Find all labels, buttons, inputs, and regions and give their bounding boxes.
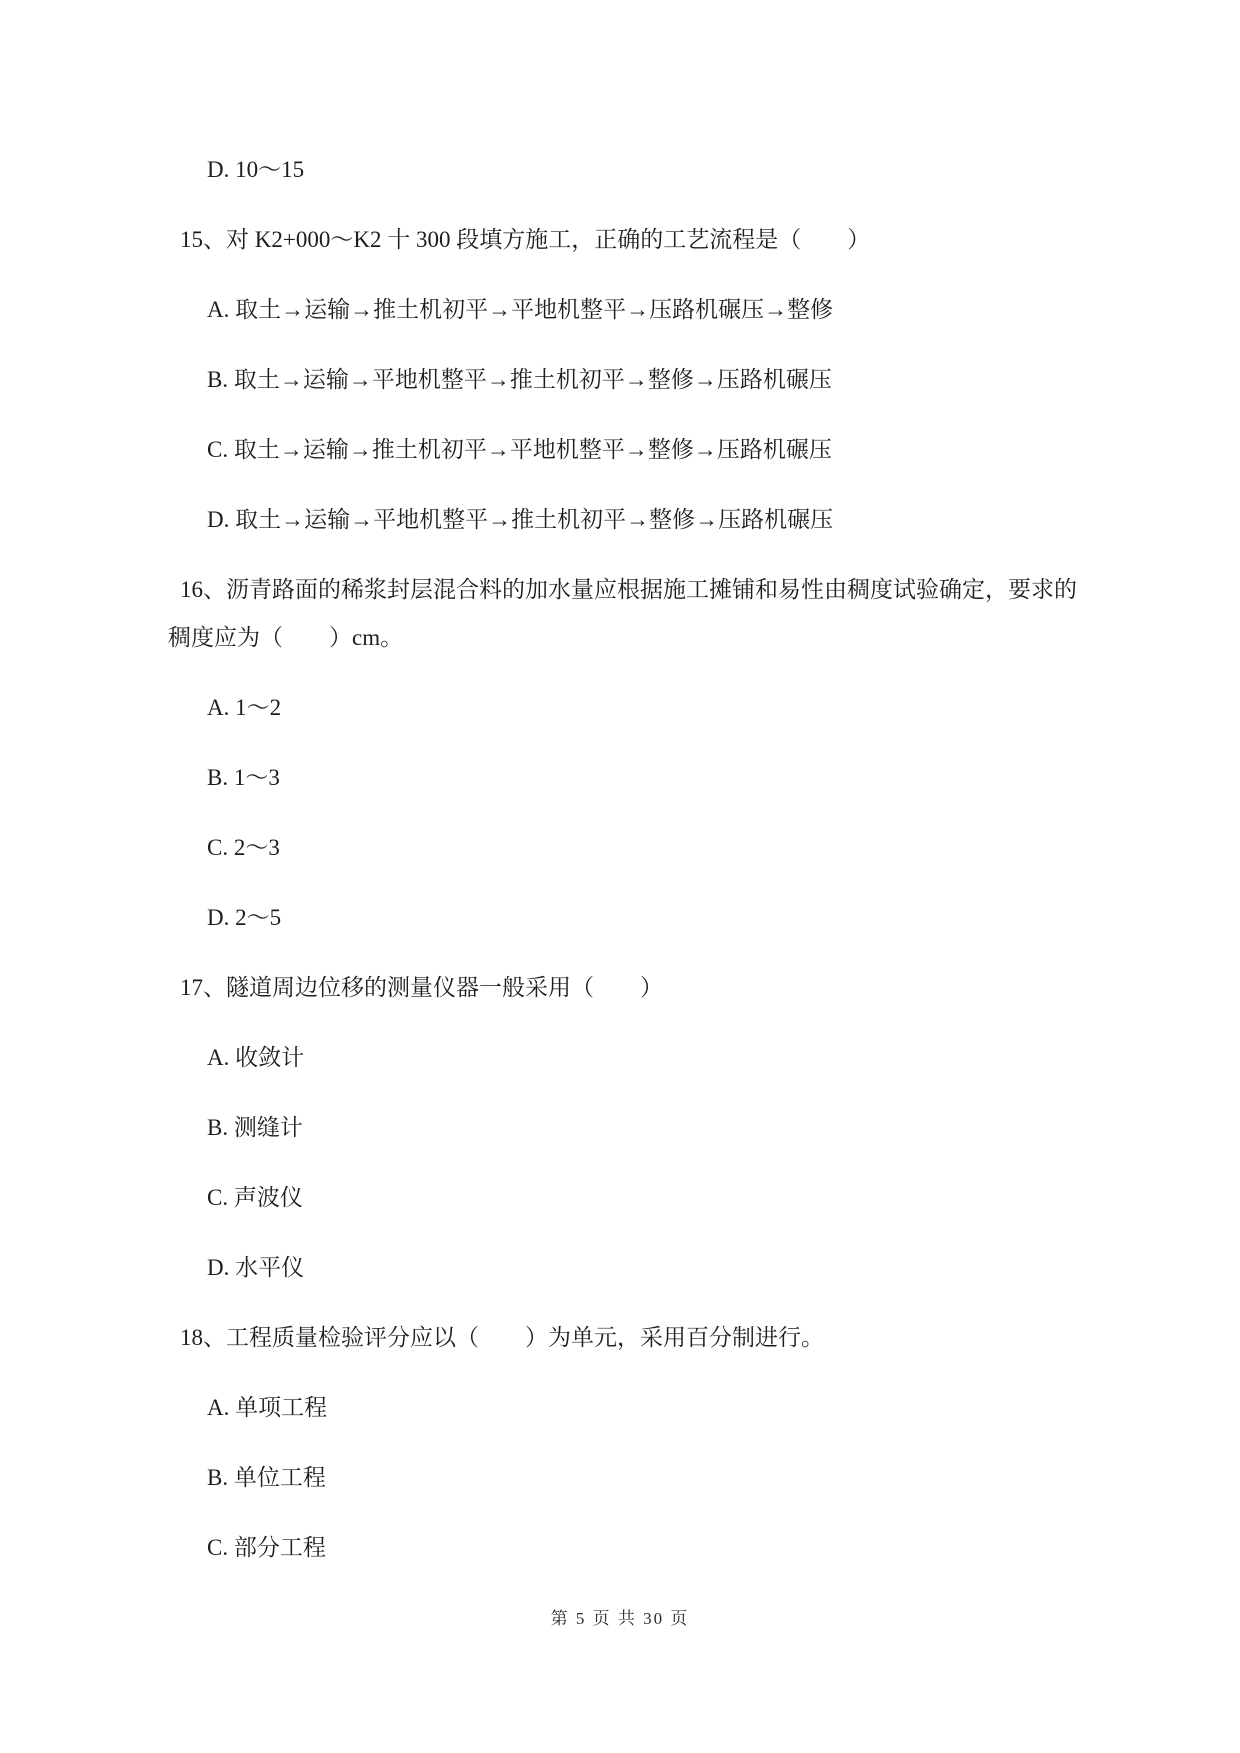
question-16-option-a: A. 1～2: [207, 695, 282, 720]
question-15-option-c: C. 取土→运输→推土机初平→平地机整平→整修→压路机碾压: [207, 437, 832, 462]
question-15-option-a: A. 取土→运输→推土机初平→平地机整平→压路机碾压→整修: [207, 297, 834, 322]
question-17-stem: 17、隧道周边位移的测量仪器一般采用（ ）: [180, 975, 663, 1000]
question-18-stem: 18、工程质量检验评分应以（ ）为单元，采用百分制进行。: [180, 1325, 824, 1350]
question-16-option-d: D. 2～5: [207, 905, 282, 930]
question-16-option-b: B. 1～3: [207, 765, 280, 790]
question-17-option-c: C. 声波仪: [207, 1185, 303, 1210]
question-18-option-a: A. 单项工程: [207, 1395, 328, 1420]
question-17-option-d: D. 水平仪: [207, 1255, 305, 1280]
question-15-option-d: D. 取土→运输→平地机整平→推土机初平→整修→压路机碾压: [207, 507, 834, 532]
question-17: [168, 974, 1160, 1281]
question-15-option-b: B. 取土→运输→平地机整平→推土机初平→整修→压路机碾压: [207, 367, 832, 392]
question-15: [168, 226, 1160, 533]
question-14-option-d: D. 10～15: [207, 157, 305, 182]
question-18: [168, 1324, 1160, 1561]
question-17-option-b: B. 测缝计: [207, 1115, 303, 1140]
question-15-stem: 15、对 K2+000～K2 十 300 段填方施工，正确的工艺流程是（ ）: [180, 227, 871, 252]
question-16-stem-line2: 稠度应为（ ）cm。: [168, 625, 404, 650]
page-number-footer: 第 5 页 共 30 页: [550, 1609, 690, 1628]
question-16-option-c: C. 2～3: [207, 835, 280, 860]
question-17-option-a: A. 收敛计: [207, 1045, 305, 1070]
question-16: [168, 576, 1160, 931]
question-18-option-c: C. 部分工程: [207, 1535, 326, 1560]
question-16-stem-line1: 16、沥青路面的稀浆封层混合料的加水量应根据施工摊铺和易性由稠度试验确定，要求的: [180, 577, 1077, 602]
question-18-option-b: B. 单位工程: [207, 1465, 326, 1490]
